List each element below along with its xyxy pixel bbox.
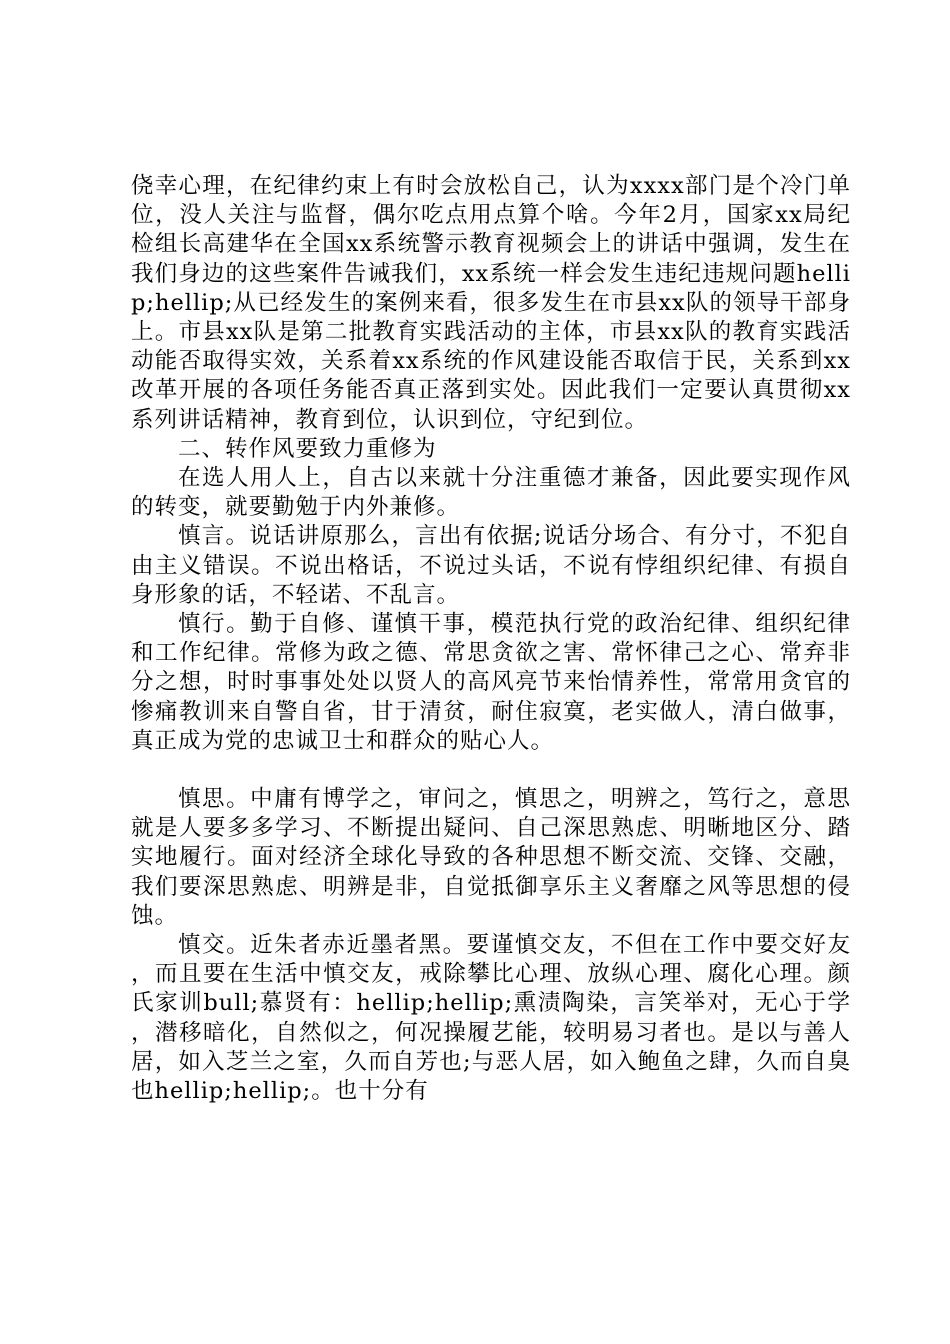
section-heading: 二、转作风要致力重修为 (178, 435, 437, 462)
paragraph-shensi: 慎思。中庸有博学之，审问之，慎思之，明辨之，笃行之，意思就是人要多多学习、不断提出疑问、自己深思熟虑、明晰地区分、踏实地履行。面对经济全球化导致的各种思想不断交流、交锋、交融，我们要深思熟虑、明辨是非，自觉抵御享乐主义奢靡之风等思想的侵蚀。 (131, 786, 851, 929)
paragraph-2: 在选人用人上，自古以来就十分注重德才兼备，因此要实现作风的转变，就要勤勉于内外兼修。 (131, 465, 851, 521)
blank-line (131, 756, 851, 785)
paragraph-1: 侥幸心理，在纪律约束上有时会放松自己，认为xxxx部门是个冷门单位，没人关注与监督，偶尔吃点用点算个啥。今年2月，国家xx局纪检组长高建华在全国xx系统警示教育视频会上的讲话中强调，发生在我们身边的这些案件告诫我们，xx系统一样会发生违纪违规问题hellip;hellip;从已经发生的案例来看，很多发生在市县xx队的领导干部身上。市县xx队是第二批教育实践活动的主体，市县xx队的教育实践活动能否取得实效，关系着xx系统的作风建设能否取信于民，关系到xx改革开展的各项任务能否真正落到实处。因此我们一定要认真贯彻xx系列讲话精神，教育到位，认识到位，守纪到位。 (131, 173, 851, 433)
paragraph-shenxing: 慎行。勤于自修、谨慎干事，模范执行党的政治纪律、组织纪律和工作纪律。常修为政之德、常思贪欲之害、常怀律己之心、常弃非分之想，时时事事处处以贤人的高风亮节来怡情养性，常常用贪官的惨痛教训来自警自省，甘于清贫，耐住寂寞，老实做人，清白做事，真正成为党的忠诚卫士和群众的贴心人。 (131, 611, 851, 754)
paragraph-shenjiao: 慎交。近朱者赤近墨者黑。要谨慎交友，不但在工作中要交好友，而且要在生活中慎交友，戒除攀比心理、放纵心理、腐化心理。颜氏家训bull;慕贤有：hellip;hellip;熏渍陶染，言笑举对，无心于学，潜移暗化，自然似之，何况操履艺能，较明易习者也。是以与善人居，如入芝兰之室，久而自芳也;与恶人居，如入鲍鱼之肆，久而自臭也hellip;hellip;。也十分有 (131, 932, 851, 1105)
paragraph-shenyan: 慎言。说话讲原那么，言出有依据;说话分场合、有分寸，不犯自由主义错误。不说出格话，不说过头话，不说有悖组织纪律、有损自身形象的话，不轻诺、不乱言。 (131, 523, 851, 608)
document-body (131, 172, 851, 1106)
